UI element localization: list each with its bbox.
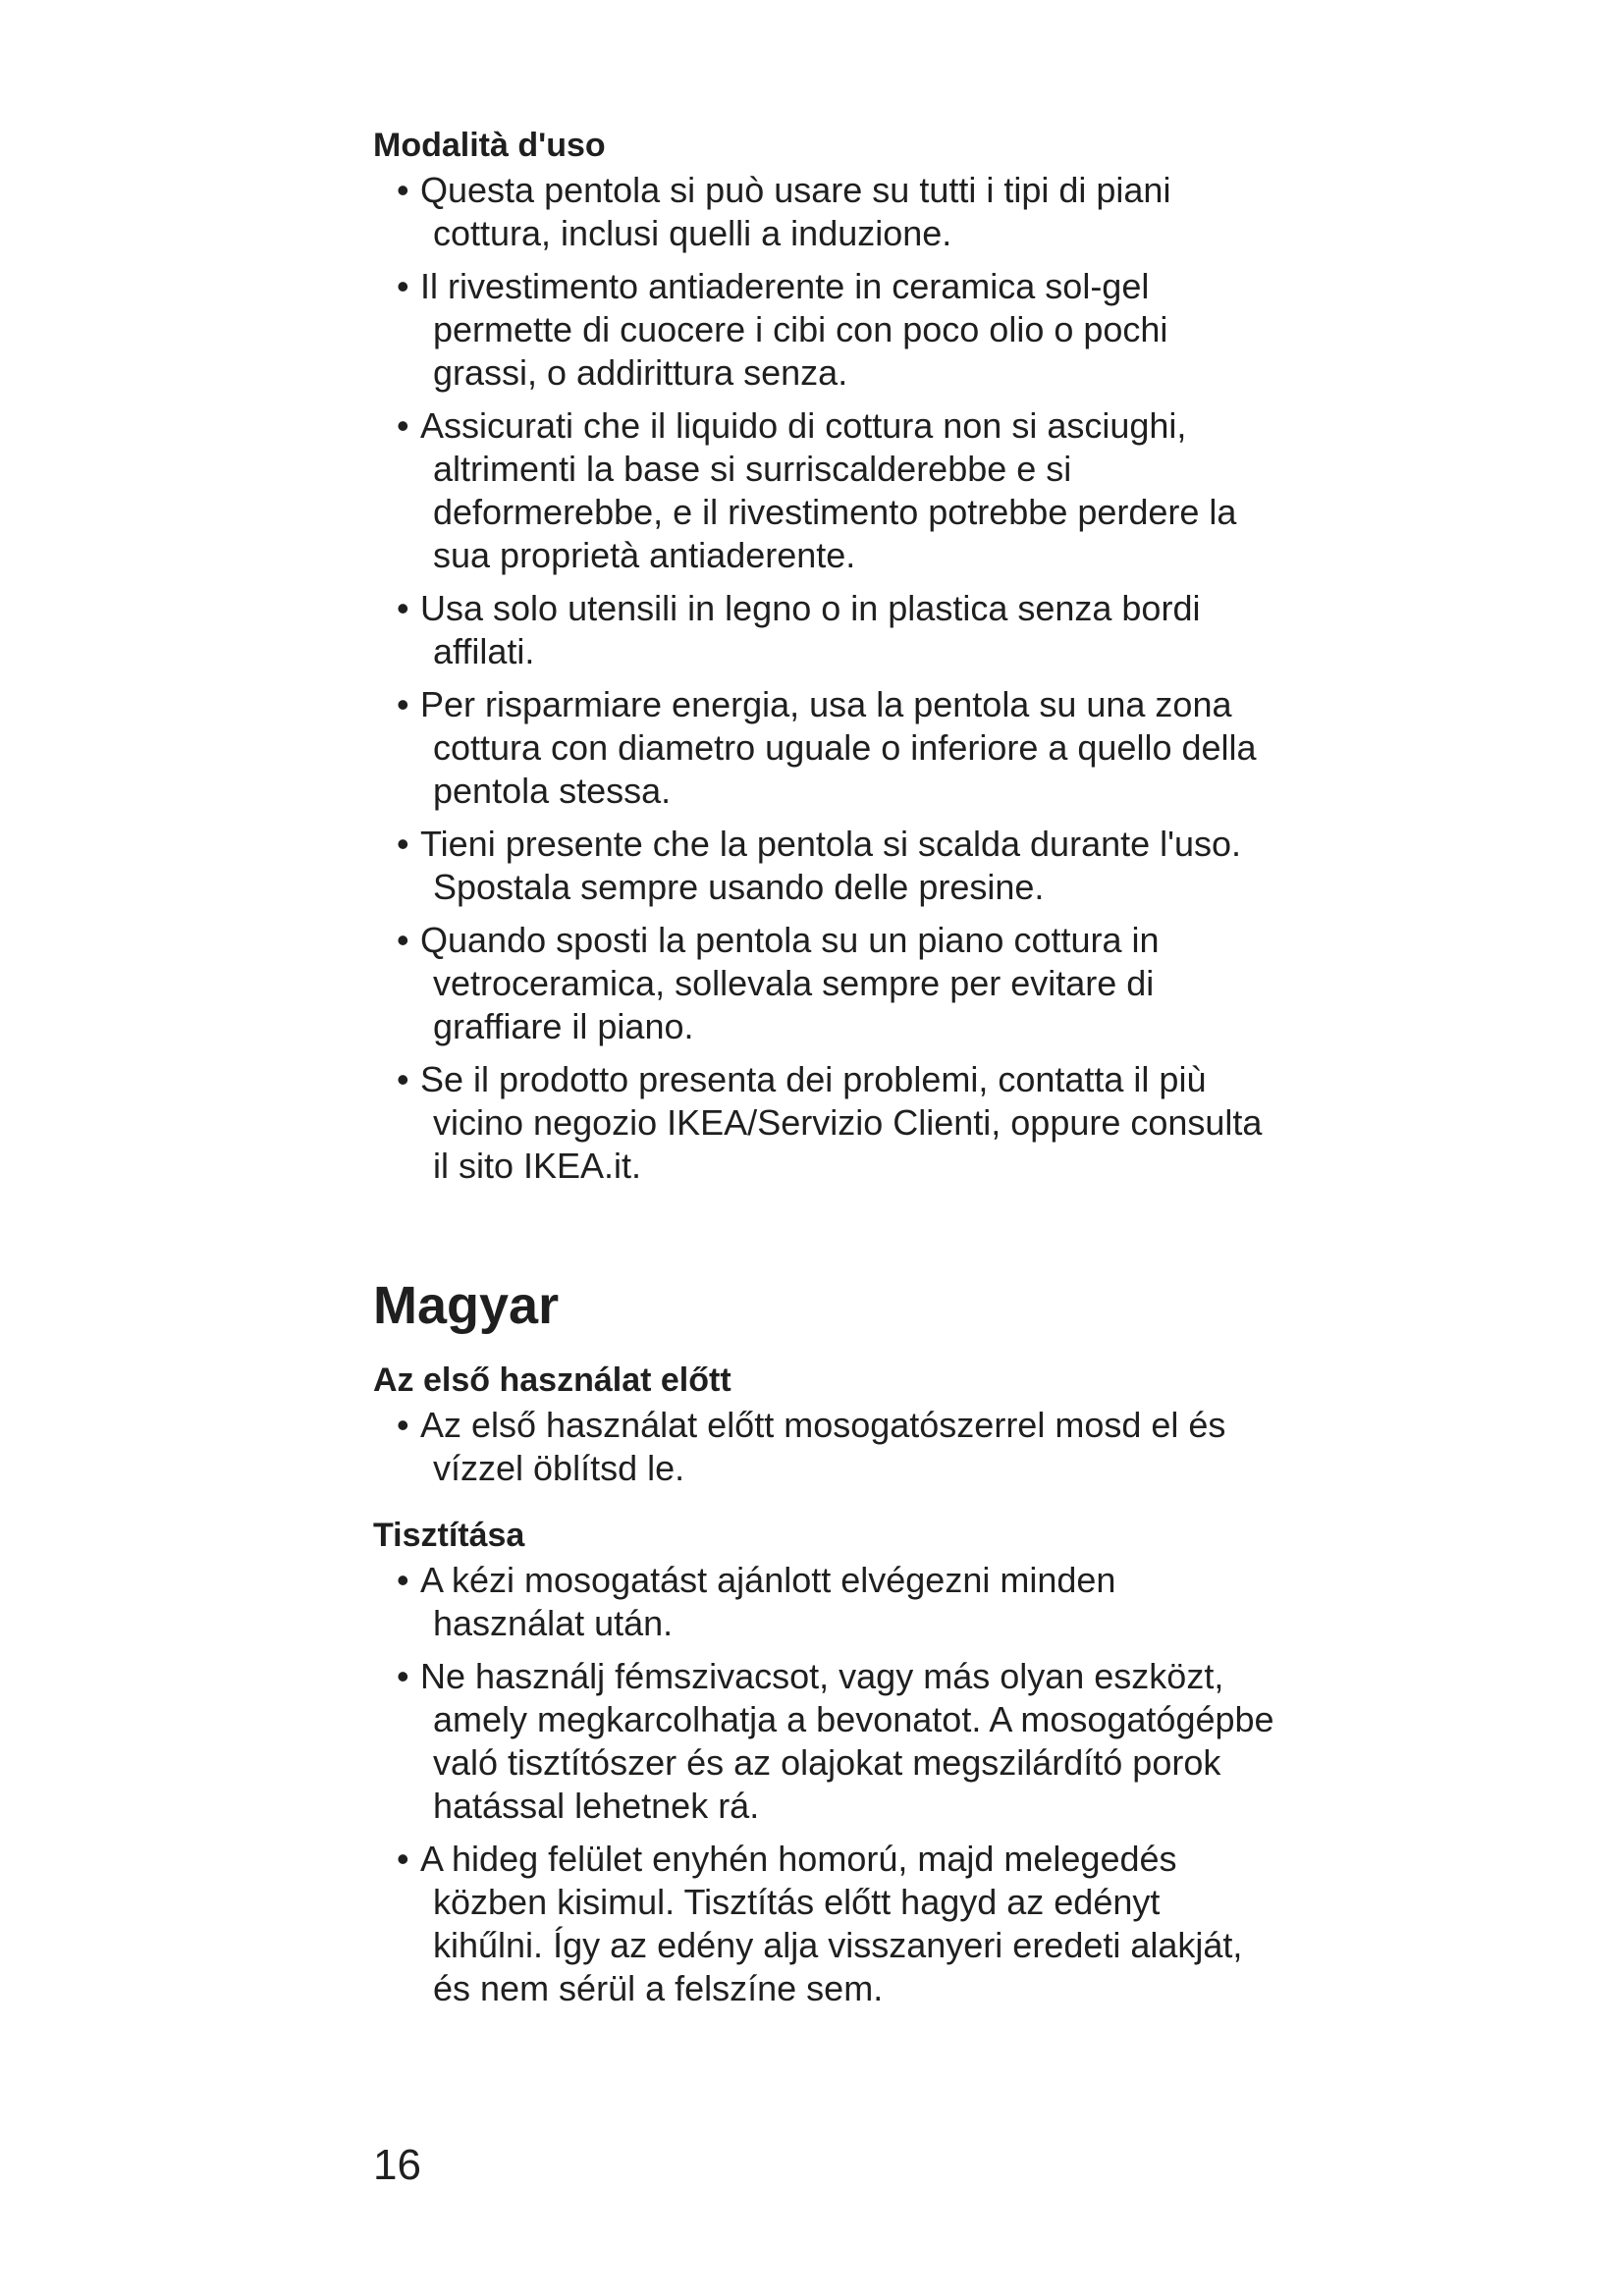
manual-page bbox=[373, 124, 1276, 2020]
list-item: • Az első használat előtt mosogatószerrel mosd el és vízzel öblítsd le. bbox=[397, 1405, 1226, 1488]
bullet-icon: • bbox=[397, 1656, 409, 1696]
cleaning-list bbox=[373, 1559, 1276, 2010]
bullet-icon: • bbox=[397, 920, 409, 960]
list-item: • Quando sposti la pentola su un piano cottura in vetroceramica, sollevala sempre per evitare di graffiare il piano. bbox=[397, 920, 1160, 1046]
bullet-icon: • bbox=[397, 1560, 409, 1600]
bullet-icon: • bbox=[397, 170, 409, 210]
section-heading-cleaning: Tisztítása bbox=[373, 1517, 525, 1554]
list-item: • Il rivestimento antiaderente in ceramica sol-gel permette di cuocere i cibi con poco olio o pochi grassi, o addirittura senza. bbox=[397, 266, 1168, 393]
bullet-icon: • bbox=[397, 1839, 409, 1879]
list-item: • Assicurati che il liquido di cottura non si asciughi, altrimenti la base si surriscalderebbe e si deformerebbe, e il rivestimento potrebbe perdere la sua proprietà antiaderente. bbox=[397, 405, 1237, 575]
bullet-icon: • bbox=[397, 405, 409, 446]
list-item: • Usa solo utensili in legno o in plastica senza bordi affilati. bbox=[397, 588, 1201, 671]
bullet-icon: • bbox=[397, 1059, 409, 1099]
list-item: • Per risparmiare energia, usa la pentola su una zona cottura con diametro uguale o inferiore a quello della pentola stessa. bbox=[397, 684, 1257, 811]
usage-list bbox=[373, 169, 1276, 1188]
bullet-icon: • bbox=[397, 266, 409, 306]
list-item: • A hideg felület enyhén homorú, majd melegedés közben kisimul. Tisztítás előtt hagyd az edényt kihűlni. Így az edény alja visszanyeri eredeti alakját, és nem sérül a felszíne sem. bbox=[397, 1839, 1243, 2008]
before-first-use-list bbox=[373, 1404, 1276, 1490]
bullet-icon: • bbox=[397, 824, 409, 864]
list-item: • Ne használj fémszivacsot, vagy más olyan eszközt, amely megkarcolhatja a bevonatot. A mosogatógépbe való tisztítószer és az olajokat megszilárdító porok hatással lehetnek rá. bbox=[397, 1656, 1274, 1826]
bullet-icon: • bbox=[397, 684, 409, 724]
page-number: 16 bbox=[373, 2141, 421, 2189]
section-heading-before-first-use: Az első használat előtt bbox=[373, 1362, 731, 1399]
section-before-first-use bbox=[373, 1359, 1276, 1490]
list-item: • Tieni presente che la pentola si scalda durante l'uso. Spostala sempre usando delle presine. bbox=[397, 824, 1242, 907]
bullet-icon: • bbox=[397, 1405, 409, 1445]
bullet-icon: • bbox=[397, 588, 409, 628]
language-title: Magyar bbox=[373, 1276, 560, 1335]
section-usage bbox=[373, 124, 1276, 1188]
list-item: • Questa pentola si può usare su tutti i tipi di piani cottura, inclusi quelli a induzione. bbox=[397, 170, 1171, 253]
list-item: • Se il prodotto presenta dei problemi, contatta il più vicino negozio IKEA/Servizio Clienti, oppure consulta il sito IKEA.it. bbox=[397, 1059, 1263, 1186]
section-heading-usage: Modalità d'uso bbox=[373, 127, 606, 164]
section-cleaning bbox=[373, 1514, 1276, 2010]
list-item: • A kézi mosogatást ajánlott elvégezni minden használat után. bbox=[397, 1560, 1116, 1643]
